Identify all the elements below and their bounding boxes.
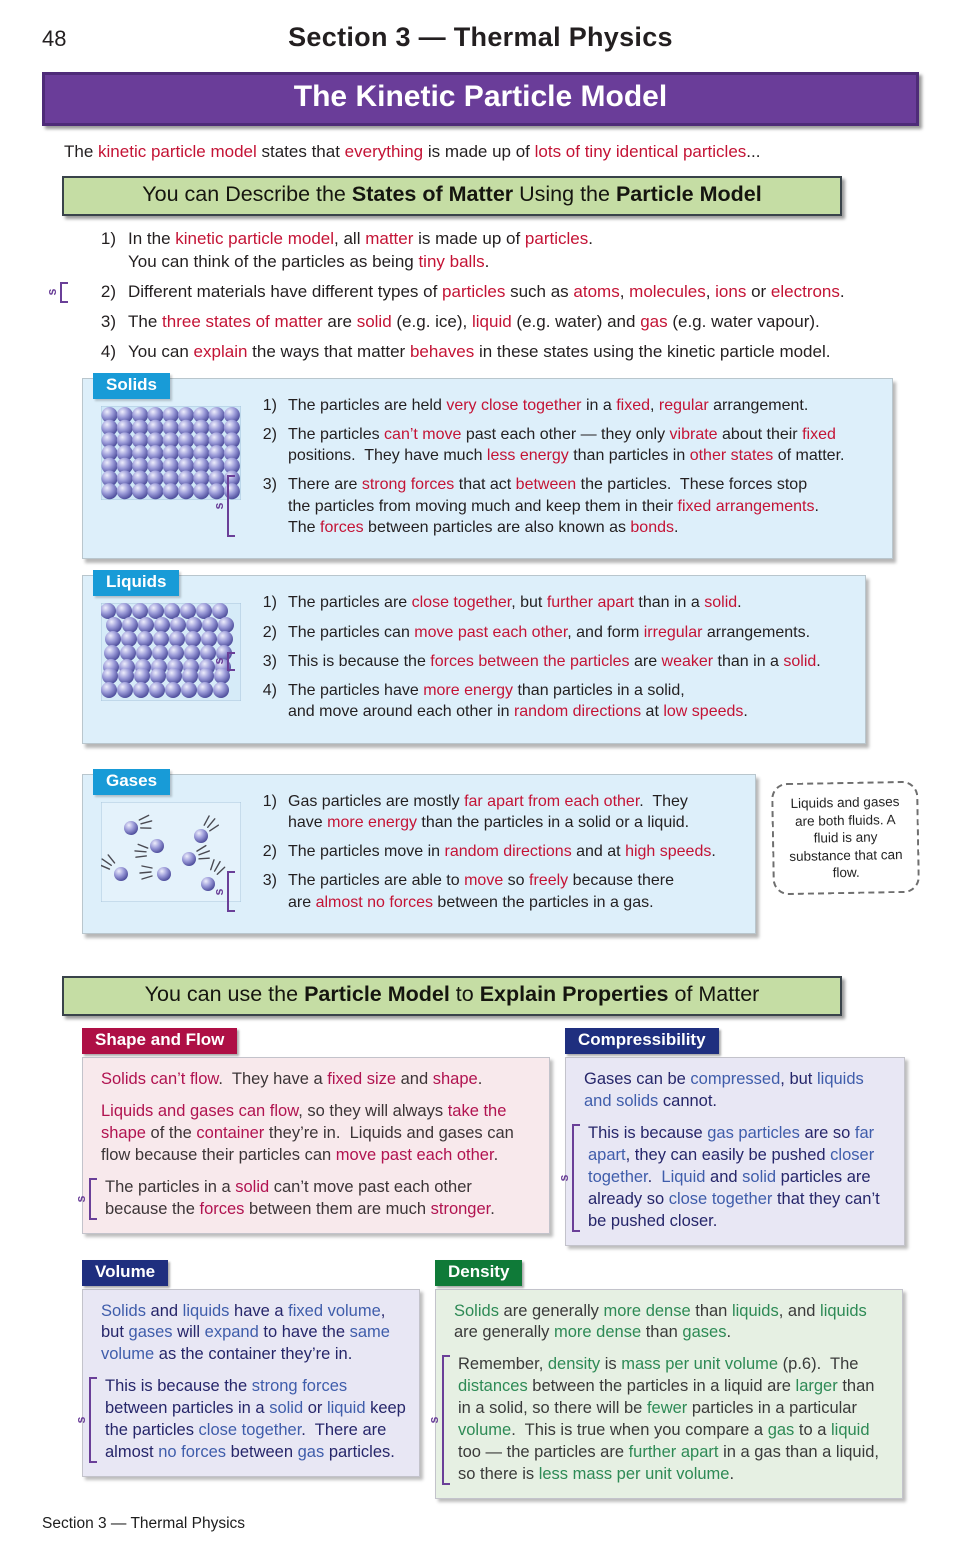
fluids-side-note (771, 780, 920, 894)
item-text: The particles can move past each other, and form irregular arrangements. (288, 623, 811, 641)
paragraph (74, 1376, 411, 1464)
shape-and-flow-column (74, 1028, 550, 1246)
describe-list (45, 228, 919, 364)
item-text: This is because the forces between the particles are weaker than in a solid. (288, 652, 821, 670)
gases-row (42, 760, 919, 950)
paragraph-text: This is because gas particles are so far apart, they can easily be pushed closer together. Liquid and solid particles are already so close together that they can’t be pushed closer. (588, 1123, 885, 1230)
list-item (212, 474, 880, 538)
item-number: 1) (100, 229, 116, 248)
list-item (253, 622, 853, 643)
page-footer: Section 3 — Thermal Physics (42, 1515, 246, 1532)
item-number: 3) (262, 872, 277, 890)
spec-marker: s (557, 1174, 572, 1182)
properties-row-2 (74, 1260, 919, 1500)
intro-text: The kinetic particle model states that everything is made up of lots of tiny identical particles... (64, 142, 761, 161)
page-title: The Kinetic Particle Model (42, 72, 919, 126)
list-item (253, 841, 743, 862)
page-number: 48 (42, 26, 67, 51)
item-text: The particles have more energy than particles in a solid, and move around each other in random directions at low speeds. (288, 682, 748, 721)
item-text: You can explain the ways that matter behaves in these states using the kinetic particle model. (128, 341, 831, 361)
solids-label: Solids (93, 373, 170, 399)
density-column (427, 1260, 903, 1500)
spec-bracket (212, 652, 235, 671)
item-number: 1) (262, 594, 277, 612)
paragraph-text: The particles in a solid can’t move past each other because the forces between them are much stronger. (105, 1177, 495, 1218)
spec-marker: s (212, 502, 227, 510)
paragraph: Solids are generally more dense than liquids, and liquids are generally more dense than gases. (454, 1301, 872, 1342)
item-number: 3) (100, 311, 116, 331)
spec-marker: s (45, 288, 60, 296)
list-item (212, 651, 853, 672)
list-item (253, 424, 880, 467)
compressibility-label: Compressibility (565, 1028, 719, 1054)
list-item (212, 870, 743, 913)
spec-bracket (45, 282, 68, 303)
volume-column (74, 1260, 420, 1500)
paragraph (557, 1123, 891, 1233)
properties-row-1 (74, 1028, 919, 1246)
paragraph-text: This is because the strong forces between particles in a solid or liquid keep the particles close together. There are almost no forces between gas particles. (105, 1377, 411, 1462)
spec-bracket (427, 1355, 450, 1485)
gases-box (82, 770, 756, 934)
gases-items (212, 781, 743, 921)
item-text: The particles are able to move so freely because there are almost no forces between the particles in a gas. (288, 872, 674, 911)
item-text: The three states of matter are solid (e.g. ice), liquid (e.g. water) and gas (e.g. water vapour). (128, 311, 820, 331)
compressibility-box (557, 1057, 905, 1246)
item-text: The particles move in random directions and at high speeds. (288, 843, 716, 861)
paragraph-text: Remember, density is mass per unit volume (p.6). The distances between the particles in a liquid are larger than in a solid, so there will be fewer particles in a particular volume. This is true when you compare a gas to a liquid too — the particles are further apart in a gas than a liquid, so there is less mass per unit volume. (458, 1355, 884, 1484)
item-number: 4) (262, 682, 277, 700)
item-number: 2) (262, 843, 277, 861)
gases-label: Gases (93, 769, 170, 795)
list-item (253, 592, 853, 613)
shape-and-flow-box (74, 1057, 550, 1234)
item-number: 2) (262, 425, 277, 443)
solids-items (212, 385, 880, 547)
heading-explain-properties: You can use the Particle Model to Explain Properties of Matter (62, 976, 842, 1016)
spec-bracket (74, 1377, 97, 1463)
liquids-illustration-column (93, 570, 253, 730)
item-text: The particles are held very close together in a fixed, regular arrangement. (288, 396, 809, 414)
item-number: 3) (262, 652, 277, 670)
spec-marker: s (74, 1195, 89, 1203)
list-item (86, 228, 919, 274)
item-number: 1) (262, 396, 277, 414)
section-header-title: Section 3 — Thermal Physics (288, 22, 673, 52)
volume-box (74, 1289, 420, 1478)
spec-bracket (212, 475, 235, 537)
list-item (253, 680, 853, 723)
paragraph (427, 1354, 889, 1486)
volume-label: Volume (82, 1260, 168, 1286)
paragraph: Solids and liquids have a fixed volume, but gases will expand to have the same volume as the container they’re in. (101, 1301, 395, 1364)
heading-describe-states: You can Describe the States of Matter Using the Particle Model (62, 176, 842, 216)
list-item (86, 341, 919, 364)
spec-bracket (212, 871, 235, 912)
liquids-box (82, 572, 866, 743)
solid-particles-illustration (101, 406, 241, 500)
spec-bracket (557, 1124, 580, 1232)
item-text: The particles can’t move past each other — they only vibrate about their fixed positions. They have much less energy than particles in other states of matter. (288, 425, 845, 465)
item-number: 3) (262, 476, 277, 494)
density-label: Density (435, 1260, 522, 1286)
spec-marker: s (212, 888, 227, 896)
side-note-text: Liquids and gases are both fluids. A fluid is any substance that can flow. (788, 793, 903, 881)
list-item (253, 395, 880, 416)
liquids-label: Liquids (93, 570, 179, 596)
item-number: 2) (262, 623, 277, 641)
compressibility-column (557, 1028, 905, 1246)
item-number: 4) (100, 341, 116, 361)
item-text: The particles are close together, but further apart than in a solid. (288, 594, 742, 612)
spec-marker: s (427, 1416, 442, 1424)
list-item (253, 791, 743, 834)
paragraph: Liquids and gases can flow, so they will always take the shape of the container they’re in. Liquids and gases can flow because their particles can move past each other. (101, 1101, 519, 1164)
page-header (42, 22, 919, 62)
liquid-particles-illustration (101, 603, 241, 701)
list-item (86, 311, 919, 334)
spec-bracket (74, 1178, 97, 1220)
item-text: There are strong forces that act between the particles. These forces stop the particles from moving much and keep them in their fixed arrangements. The forces between particles are also known as bonds. (288, 476, 819, 537)
paragraph: Solids can’t flow. They have a fixed size and shape. (101, 1069, 483, 1088)
liquids-items (212, 582, 853, 730)
item-text: In the kinetic particle model, all matter is made up of particles. You can think of the particles as being tiny balls. (128, 229, 593, 271)
spec-marker: s (212, 657, 227, 665)
gas-particles-illustration (101, 802, 241, 902)
solids-box (82, 374, 893, 560)
spec-marker: s (74, 1416, 89, 1424)
shape-and-flow-label: Shape and Flow (82, 1028, 237, 1054)
item-text: Gas particles are mostly far apart from each other. They have more energy than the particles in a solid or a liquid. (288, 792, 690, 831)
density-box (427, 1289, 903, 1500)
item-number: 1) (262, 792, 277, 810)
list-item (45, 281, 919, 304)
item-text: Different materials have different types of particles such as atoms, molecules, ions or electrons. (128, 281, 845, 301)
paragraph: Gases can be compressed, but liquids and solids cannot. (584, 1069, 869, 1110)
paragraph (74, 1177, 536, 1221)
item-number: 2) (100, 281, 116, 301)
